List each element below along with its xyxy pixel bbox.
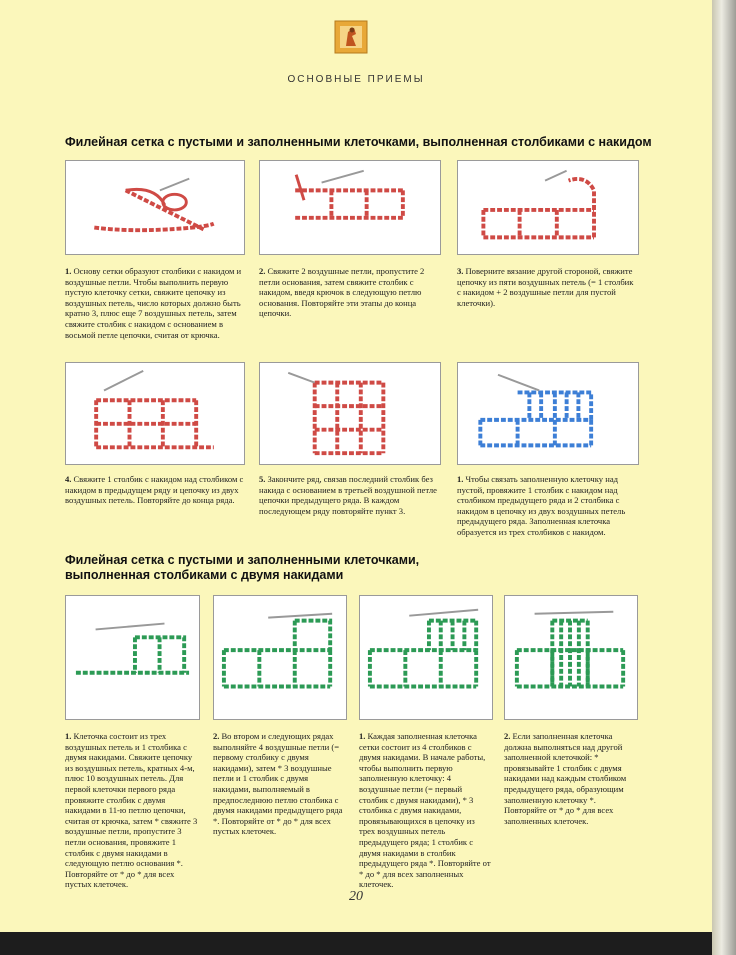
crochet-chain-illustration [66,161,244,254]
crochet-mesh-illustration [458,363,638,464]
step-caption: 1. Основу сетки образуют столбики с накидом и воздушные петли. Чтобы выполнить первую пустую клеточку сетки, свяжите цепочку из воздушных петель, число которых должно быть кратно 3, плюс еще 7 воздушных петель, затем свяжите столбик с накидом с основанием в восьмой петле цепочки, считая от крючка. [65,266,242,340]
illustration-double-step2 [213,595,347,720]
step-caption: 2. Если заполненная клеточка должна выполняться над другой заполненной клеточкой: * провязывайте 1 столбик с двумя накидами над каждым столбиком предыдущего ряда, образующим заполненную клеточку *. Повторяйте от * до * для всех заполненных клеточек. [504,731,627,826]
crochet-mesh-illustration [505,596,637,719]
step-caption: 1. Чтобы связать заполненную клеточку над пустой, провяжите 1 столбик с накидом над столбиком предыдущего ряда и 2 столбика с накидом в цепочку из двух воздушных петель предыдущего ряда. Заполненная клеточка образуется из трех столбиков с накидом. [457,474,626,537]
crochet-mesh-illustration [360,596,492,719]
step-caption: 1. Клеточка состоит из трех воздушных петель и 1 столбика с двумя накидами. Свяжите цепочку из воздушных петель, кратных 4-м, плюс 10 воздушных петель. Для первой клеточки первого ряда провяжите столбик с двумя накидами в 11-ю петлю цепочки, считая от крючка, затем * свяжите 3 воздушные петли, пропустите 3 петли основания, провяжите 1 столбик с двумя накидами в следующую петлю основания *. Повторяйте от * до * для всех пустых клеточек. [65,731,198,890]
illustration-filled-double-1 [359,595,493,720]
section1-title: Филейная сетка с пустыми и заполненными клеточками, выполненная столбиками с накидом [65,135,652,149]
page-edge [712,0,736,955]
section2-title: Филейная сетка с пустыми и заполненными клеточками, выполненная столбиками с двумя накидами [65,553,420,582]
step-caption: 1. Каждая заполненная клеточка сетки состоит из 4 столбиков с двумя накидами. В начале работы, чтобы выполнить первую заполненную клеточку: 4 воздушные петли (= первый столбик с двумя накидами), * 3 столбика с двумя накидами, провязывающихся в цепочку из трех воздушных петель предыдущего ряда; 1 столбик с двумя накидами в столбик предыдущего ряда *. Повторяйте от * до * для всех заполненных клеточек. [359,731,491,890]
running-header: ОСНОВНЫЕ ПРИЕМЫ [287,74,425,85]
step-caption: 3. Поверните вязание другой стороной, свяжите цепочку из пяти воздушных петель (= 1 столбик с накидом + 2 воздушные петли для пустой клеточки). [457,266,634,308]
step-caption: 2. Во втором и следующих рядах выполняйте 4 воздушные петли (= первому столбику с двумя накидами), затем * 3 воздушные петли и 1 столбик с двумя накидами, выполняемый в предпоследнюю петлю столбика с двумя накидами предыдущего ряда *. Повторяйте от * до * для всех пустых клеточек. [213,731,343,837]
crochet-mesh-illustration [214,596,346,719]
scan-border [0,932,712,955]
crochet-mesh-illustration [66,363,244,464]
crochet-mesh-illustration [458,161,638,254]
crochet-mesh-illustration [260,161,440,254]
step-caption: 4. Свяжите 1 столбик с накидом над столбиком с накидом в предыдущем ряду и цепочку из двух воздушных петель. Повторяйте до конца ряда. [65,474,244,506]
illustration-step5 [259,362,441,465]
illustration-double-step1 [65,595,200,720]
crochet-logo-icon [334,20,368,54]
step-caption: 5. Закончите ряд, связав последний столбик без накида с основанием в третьей воздушной петле цепочки предыдущего ряда. В каждом последующем ряду повторяйте пункт 3. [259,474,438,516]
crochet-mesh-illustration [66,596,199,719]
illustration-filled-double-2 [504,595,638,720]
illustration-step1 [65,160,245,255]
illustration-step4 [65,362,245,465]
illustration-step3 [457,160,639,255]
step-caption: 2. Свяжите 2 воздушные петли, пропустите 2 петли основания, затем свяжите столбик с накидом, введя крючок в следующую петлю основания. Повторяйте эти этапы до конца цепочки. [259,266,425,319]
page-number: 20 [349,889,363,904]
crochet-mesh-illustration [260,363,440,464]
illustration-step2 [259,160,441,255]
illustration-filled-cell [457,362,639,465]
